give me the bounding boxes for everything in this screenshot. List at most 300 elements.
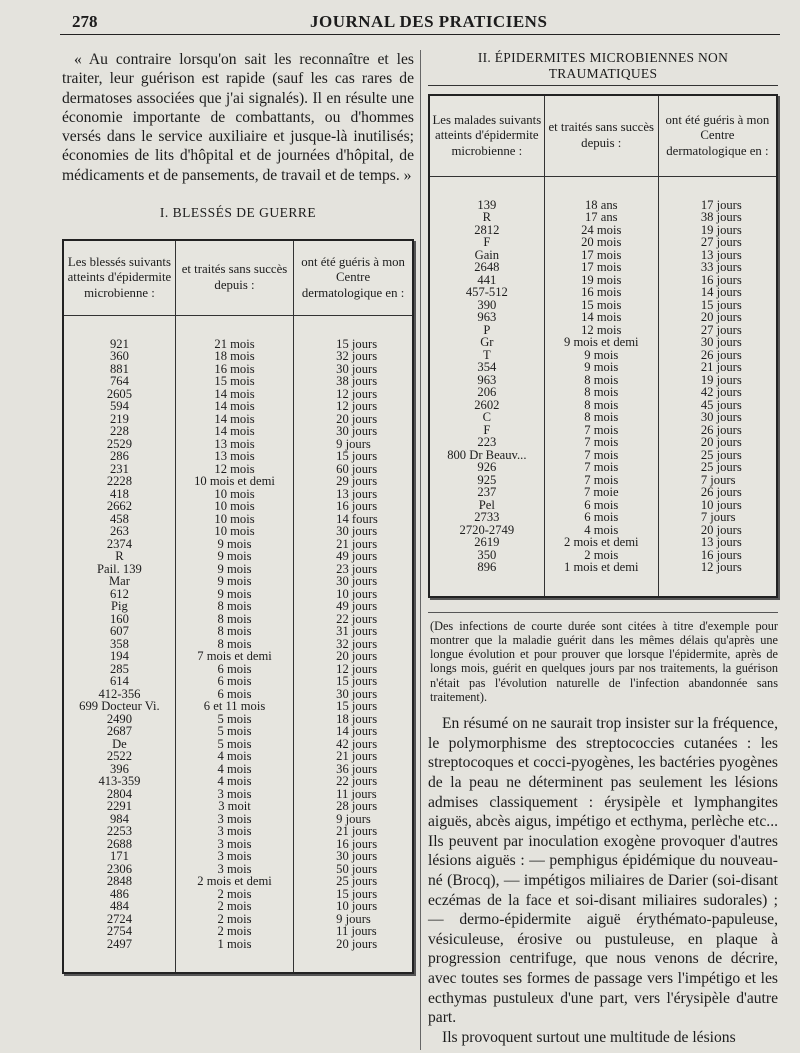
duration-cell: 3 mois — [175, 863, 293, 876]
healed-cell: 50 jours — [294, 863, 412, 876]
duration-cell: 8 mois — [544, 386, 658, 399]
healed-cell: 14 jours — [294, 725, 412, 738]
duration-cell: 8 mois — [544, 374, 658, 387]
page-number: 278 — [72, 12, 98, 31]
patient-cell: Pail. 139 — [97, 561, 142, 576]
healed-cell: 20 jours — [294, 650, 412, 663]
duration-cell: 3 mois — [175, 825, 293, 838]
duration-cell: 6 mois — [175, 688, 293, 701]
duration-cell: 10 mois — [175, 488, 293, 501]
patient-cell: 963 — [477, 310, 497, 324]
table-row — [64, 525, 412, 538]
duration-cell: 1 mois — [175, 938, 293, 951]
duration-cell: 7 mois — [544, 424, 658, 437]
patient-cell: Gain — [474, 247, 500, 262]
section-title-wounded: I. BLESSÉS DE GUERRE — [159, 205, 317, 221]
healed-cell: 18 jours — [294, 713, 412, 726]
patient-cell: 926 — [477, 460, 497, 474]
healed-cell: 42 jours — [294, 738, 412, 751]
healed-cell: 15 jours — [294, 450, 412, 463]
duration-cell: 10 mois — [175, 513, 293, 526]
patient-cell: 263 — [109, 524, 129, 539]
wounded-table-box — [62, 239, 414, 974]
healed-cell: 13 jours — [294, 488, 412, 501]
page-header — [60, 8, 780, 35]
patient-cell: 2602 — [474, 397, 500, 412]
patient-cell: 2522 — [106, 749, 133, 764]
table-row — [430, 461, 776, 474]
journal-title: JOURNAL DES PRATICIENS — [310, 12, 548, 31]
patient-cell: R — [115, 549, 124, 564]
patient-cell: Gr — [480, 335, 494, 349]
healed-cell: 11 jours — [294, 925, 412, 938]
patient-cell: 441 — [477, 272, 497, 287]
healed-cell: 32 jours — [294, 638, 412, 651]
duration-cell: 15 mois — [175, 375, 293, 388]
patient-cell: 2291 — [106, 799, 133, 814]
patient-cell: P — [483, 322, 491, 337]
healed-cell: 20 jours — [294, 938, 412, 951]
table-row — [430, 211, 776, 224]
healed-cell: 14 fours — [294, 513, 412, 526]
healed-cell: 21 jours — [294, 538, 412, 551]
healed-cell: 25 jours — [658, 449, 776, 462]
healed-cell: 21 jours — [294, 750, 412, 763]
patient-cell: 286 — [109, 449, 129, 464]
table-row — [430, 486, 776, 499]
patient-cell: 2754 — [106, 924, 133, 939]
table-row — [64, 575, 412, 588]
duration-cell: 2 mois et demi — [175, 875, 293, 888]
healed-cell: 38 jours — [658, 211, 776, 224]
healed-cell: 15 jours — [294, 338, 412, 351]
healed-cell: 15 jours — [294, 675, 412, 688]
patient-cell: 206 — [477, 385, 497, 399]
duration-cell: 14 mois — [175, 388, 293, 401]
patient-cell: 2848 — [106, 874, 133, 889]
healed-cell: 16 jours — [658, 274, 776, 287]
left-column — [62, 50, 414, 974]
patient-cell: 171 — [109, 849, 129, 864]
table-row — [64, 900, 412, 913]
healed-cell: 16 jours — [294, 838, 412, 851]
duration-cell: 18 mois — [175, 350, 293, 363]
table-row — [64, 350, 412, 363]
healed-cell: 21 jours — [294, 825, 412, 838]
patient-cell: 2306 — [106, 861, 133, 876]
summary-paragraph: En résumé on ne saurait trop insister sur la fréquence, le polymorphisme des streptococcies cutanées : les streptocoques et cocci-pyogènes, les bactéries pyogènes de la peau ne déterminent pas seulement les lésions admises classiquement : érysipèle et lymphangites aiguës, abcès aigus, impétigo et ecthyma, perlèche etc... Ils peuvent par inoculation exogène provoquer d'autres lésions aiguës : — pemphigus épidémique du nouveau-né (Brocq), — impétigos miliaires de Darier (soi-disant eczémas de la face et soi-disant miliaires sudorales) ; — dermo-épidermite aiguë érythémato-papuleuse, vésiculeuse, érosive ou pustuleuse, en plaque à progression centrifuge, que nous venons de décrire, avec toutes ses formes de passage vers l'impétigo et les ecthymas pustuleux d'une part, vers l'érysipèle d'autre part. — [428, 715, 778, 1027]
patient-cell: F — [483, 422, 491, 437]
table-row — [64, 750, 412, 763]
wounded-table — [64, 241, 412, 972]
table-row — [64, 725, 412, 738]
healed-cell: 32 jours — [294, 350, 412, 363]
patient-cell: 2648 — [474, 260, 500, 274]
healed-cell: 30 jours — [294, 850, 412, 863]
duration-cell: 10 mois et demi — [175, 475, 293, 488]
duration-cell: 4 mois — [175, 775, 293, 788]
table-row — [64, 450, 412, 463]
patient-cell: 2228 — [106, 474, 133, 489]
healed-cell: 45 jours — [658, 399, 776, 412]
duration-cell: 17 mois — [544, 261, 658, 274]
duration-cell: 12 mois — [175, 463, 293, 476]
patient-cell: 484 — [109, 899, 129, 914]
patient-cell: 699 Docteur Vi. — [79, 699, 160, 714]
duration-cell: 5 mois — [175, 738, 293, 751]
healed-cell: 49 jours — [294, 550, 412, 563]
non-traumatic-table — [430, 96, 776, 596]
healed-cell: 27 jours — [658, 236, 776, 249]
healed-cell: 20 jours — [658, 311, 776, 324]
patient-cell: Mar — [108, 574, 130, 589]
healed-cell: 42 jours — [658, 386, 776, 399]
duration-cell: 13 mois — [175, 438, 293, 451]
patient-cell: 139 — [477, 197, 497, 212]
duration-cell: 19 mois — [544, 274, 658, 287]
patient-cell: 2605 — [106, 386, 133, 401]
column-header: Les blessés suivants atteints d'épidermite microbienne : — [64, 241, 175, 315]
patient-cell: 160 — [109, 611, 129, 626]
patient-cell: 764 — [109, 374, 129, 389]
patient-cell: 612 — [109, 586, 129, 601]
patient-cell: 2720-2749 — [459, 522, 515, 537]
table-row — [64, 625, 412, 638]
healed-cell: 22 jours — [294, 613, 412, 626]
duration-cell: 14 mois — [175, 425, 293, 438]
patient-cell: 2688 — [106, 836, 133, 851]
duration-cell: 1 mois et demi — [544, 561, 658, 574]
healed-cell: 23 jours — [294, 563, 412, 576]
patient-cell: F — [483, 235, 491, 249]
duration-cell: 4 mois — [544, 524, 658, 537]
table-row — [430, 236, 776, 249]
duration-cell: 6 mois — [544, 511, 658, 524]
healed-cell: 16 jours — [294, 500, 412, 513]
patient-cell: 2724 — [106, 911, 133, 926]
healed-cell: 21 jours — [658, 361, 776, 374]
duration-cell: 8 mois — [544, 399, 658, 412]
duration-cell: 7 mois — [544, 449, 658, 462]
table-row — [430, 436, 776, 449]
duration-cell: 9 mois — [175, 588, 293, 601]
table-spacer — [64, 950, 412, 972]
patient-cell: 358 — [109, 636, 129, 651]
table-row — [430, 561, 776, 574]
closing-paragraph: Ils provoquent surtout une multitude de lésions — [442, 1028, 736, 1046]
table-row — [64, 850, 412, 863]
healed-cell: 17 jours — [658, 199, 776, 212]
healed-cell: 9 jours — [294, 813, 412, 826]
duration-cell: 14 mois — [175, 413, 293, 426]
duration-cell: 3 moit — [175, 800, 293, 813]
healed-cell: 15 jours — [658, 299, 776, 312]
duration-cell: 17 ans — [544, 211, 658, 224]
patient-cell: 2490 — [106, 711, 133, 726]
table-row — [430, 286, 776, 299]
non-traumatic-table-box — [428, 94, 778, 598]
duration-cell: 3 mois — [175, 850, 293, 863]
healed-cell: 38 jours — [294, 375, 412, 388]
patient-cell: 594 — [109, 399, 129, 414]
column-header: Les malades suivants atteints d'épidermite microbienne : — [430, 96, 544, 176]
healed-cell: 29 jours — [294, 475, 412, 488]
patient-cell: 231 — [109, 461, 129, 476]
table-row — [64, 425, 412, 438]
column-header: ont été guéris à mon Centre dermatologique en : — [294, 241, 412, 315]
healed-cell: 30 jours — [294, 363, 412, 376]
healed-cell: 30 jours — [294, 688, 412, 701]
table-row — [430, 511, 776, 524]
healed-cell: 28 jours — [294, 800, 412, 813]
duration-cell: 14 mois — [544, 311, 658, 324]
healed-cell: 15 jours — [294, 700, 412, 713]
table-row — [64, 675, 412, 688]
duration-cell: 24 mois — [544, 224, 658, 237]
column-header: et traités sans succès depuis : — [544, 96, 658, 176]
duration-cell: 2 mois — [175, 925, 293, 938]
table-row — [64, 875, 412, 888]
healed-cell: 30 jours — [294, 425, 412, 438]
patient-cell: 390 — [477, 297, 497, 312]
duration-cell: 3 mois — [175, 813, 293, 826]
column-header: et traités sans succès depuis : — [175, 241, 293, 315]
patient-cell: 223 — [477, 435, 497, 449]
duration-cell: 8 mois — [175, 625, 293, 638]
healed-cell: 30 jours — [294, 575, 412, 588]
healed-cell: 30 jours — [658, 336, 776, 349]
patient-cell: C — [482, 410, 492, 424]
healed-cell: 7 jours — [658, 511, 776, 524]
patient-cell: 2733 — [474, 510, 500, 524]
table-row — [430, 386, 776, 399]
duration-cell: 8 mois — [175, 638, 293, 651]
duration-cell: 9 mois — [544, 349, 658, 362]
patient-cell: 396 — [109, 761, 129, 776]
healed-cell: 9 jours — [294, 438, 412, 451]
patient-cell: 228 — [109, 424, 129, 439]
healed-cell: 30 jours — [658, 411, 776, 424]
patient-cell: 2804 — [106, 786, 133, 801]
patient-cell: 458 — [109, 511, 129, 526]
duration-cell: 15 mois — [544, 299, 658, 312]
duration-cell: 7 mois — [544, 461, 658, 474]
table-row — [64, 700, 412, 713]
healed-cell: 12 jours — [294, 388, 412, 401]
duration-cell: 6 mois — [175, 663, 293, 676]
duration-cell: 6 mois — [544, 499, 658, 512]
healed-cell: 25 jours — [658, 461, 776, 474]
duration-cell: 9 mois — [175, 550, 293, 563]
duration-cell: 20 mois — [544, 236, 658, 249]
table-row — [64, 375, 412, 388]
column-header: ont été guéris à mon Centre dermatologique en : — [658, 96, 776, 176]
healed-cell: 36 jours — [294, 763, 412, 776]
section-title-non-traumatic: II. ÉPIDERMITES MICROBIENNES NON TRAUMATIQUES — [428, 50, 778, 86]
patient-cell: 800 Dr Beauv... — [447, 447, 527, 462]
patient-cell: 2812 — [474, 222, 500, 237]
table-row — [64, 925, 412, 938]
right-column — [428, 50, 778, 1047]
duration-cell: 18 ans — [544, 199, 658, 212]
patient-cell: 963 — [477, 372, 497, 387]
healed-cell: 10 jours — [658, 499, 776, 512]
duration-cell: 8 mois — [544, 411, 658, 424]
duration-cell: 13 mois — [175, 450, 293, 463]
healed-cell: 22 jours — [294, 775, 412, 788]
table-row — [64, 775, 412, 788]
table-row — [430, 261, 776, 274]
healed-cell: 26 jours — [658, 349, 776, 362]
patient-cell: Pel — [478, 497, 495, 512]
healed-cell: 33 jours — [658, 261, 776, 274]
patient-cell: 418 — [109, 486, 129, 501]
table-row — [64, 400, 412, 413]
patient-cell: 2619 — [474, 535, 500, 549]
healed-cell: 19 jours — [658, 224, 776, 237]
duration-cell: 5 mois — [175, 713, 293, 726]
duration-cell: 3 mois — [175, 838, 293, 851]
healed-cell: 49 jours — [294, 600, 412, 613]
duration-cell: 12 mois — [544, 324, 658, 337]
intro-paragraph: « Au contraire lorsqu'on sait les reconnaître et les traiter, leur guérison est rapide (sauf les cas rares de dermatoses associées que j'ai signalés). Il en résulte une économie importante de combattants, ou d'hommes versés dans le service auxiliaire et jusque-là inutilisés; économies de lits d'hôpital et de journées d'hôpital, de médicaments et de pansements, de travail et de temps. » — [62, 51, 414, 184]
healed-cell: 7 jours — [658, 474, 776, 487]
duration-cell: 3 mois — [175, 788, 293, 801]
healed-cell: 30 jours — [294, 525, 412, 538]
duration-cell: 2 mois — [175, 888, 293, 901]
duration-cell: 9 mois et demi — [544, 336, 658, 349]
healed-cell: 20 jours — [658, 436, 776, 449]
patient-cell: 412-356 — [98, 686, 141, 701]
duration-cell: 8 mois — [175, 600, 293, 613]
table-row — [430, 311, 776, 324]
healed-cell: 13 jours — [658, 249, 776, 262]
healed-cell: 14 jours — [658, 286, 776, 299]
column-divider — [420, 50, 421, 1050]
patient-cell: 219 — [109, 411, 129, 426]
patient-cell: 237 — [477, 485, 497, 499]
duration-cell: 16 mois — [544, 286, 658, 299]
patient-cell: 486 — [109, 886, 129, 901]
duration-cell: 17 mois — [544, 249, 658, 262]
patient-cell: Pig — [111, 599, 128, 614]
healed-cell: 12 jours — [658, 561, 776, 574]
duration-cell: 9 mois — [175, 563, 293, 576]
healed-cell: 26 jours — [658, 486, 776, 499]
duration-cell: 10 mois — [175, 500, 293, 513]
healed-cell: 25 jours — [294, 875, 412, 888]
duration-cell: 9 mois — [175, 538, 293, 551]
duration-cell: 6 mois — [175, 675, 293, 688]
healed-cell: 9 jours — [294, 913, 412, 926]
duration-cell: 16 mois — [175, 363, 293, 376]
healed-cell: 10 jours — [294, 900, 412, 913]
table-row — [64, 938, 412, 951]
patient-cell: T — [482, 347, 491, 362]
table-row — [430, 336, 776, 349]
healed-cell: 26 jours — [658, 424, 776, 437]
healed-cell: 27 jours — [658, 324, 776, 337]
patient-cell: 413-359 — [98, 774, 141, 789]
table-row — [64, 800, 412, 813]
table-row — [64, 600, 412, 613]
patient-cell: 2497 — [106, 936, 133, 951]
patient-cell: 921 — [109, 336, 129, 351]
patient-cell: 614 — [109, 674, 129, 689]
duration-cell: 10 mois — [175, 525, 293, 538]
healed-cell: 12 jours — [294, 400, 412, 413]
patient-cell: 2374 — [106, 536, 133, 551]
healed-cell: 20 jours — [658, 524, 776, 537]
table-spacer — [430, 176, 776, 199]
table-spacer — [430, 574, 776, 596]
duration-cell: 2 mois — [544, 549, 658, 562]
patient-cell: R — [482, 210, 492, 224]
duration-cell: 2 mois — [175, 900, 293, 913]
duration-cell: 2 mois et demi — [544, 536, 658, 549]
duration-cell: 14 mois — [175, 400, 293, 413]
duration-cell: 9 mois — [544, 361, 658, 374]
healed-cell: 16 jours — [658, 549, 776, 562]
patient-cell: 607 — [109, 624, 129, 639]
duration-cell: 7 mois et demi — [175, 650, 293, 663]
healed-cell: 11 jours — [294, 788, 412, 801]
table-row — [64, 475, 412, 488]
duration-cell: 7 mois — [544, 474, 658, 487]
table-row — [64, 825, 412, 838]
duration-cell: 9 mois — [175, 575, 293, 588]
patient-cell: 984 — [109, 811, 129, 826]
duration-cell: 2 mois — [175, 913, 293, 926]
healed-cell: 60 jours — [294, 463, 412, 476]
duration-cell: 8 mois — [175, 613, 293, 626]
table-row — [64, 650, 412, 663]
duration-cell: 5 mois — [175, 725, 293, 738]
patient-cell: 354 — [477, 360, 497, 374]
patient-cell: 881 — [109, 361, 129, 376]
patient-cell: 2662 — [106, 499, 133, 514]
healed-cell: 13 jours — [658, 536, 776, 549]
duration-cell: 7 moie — [544, 486, 658, 499]
patient-cell: 896 — [477, 560, 497, 574]
healed-cell: 10 jours — [294, 588, 412, 601]
table-caption: (Des infections de courte durée sont citées à titre d'exemple pour montrer que la maladie guérit dans les mêmes délais qu'après une longue évolution et pour prouver que lorsque l'épidermite, après de longs mois, guérit en quelques jours par nos traitements, la guérison n'était pas l'évolution naturelle de l'infection abandonnée sans traitement). — [428, 612, 778, 705]
patient-cell: 457-512 — [465, 285, 508, 299]
healed-cell: 20 jours — [294, 413, 412, 426]
patient-cell: 2687 — [106, 724, 133, 739]
patient-cell: De — [112, 736, 127, 751]
duration-cell: 4 mois — [175, 763, 293, 776]
table-row — [430, 361, 776, 374]
patient-cell: 2253 — [106, 824, 133, 839]
table-row — [64, 500, 412, 513]
duration-cell: 6 et 11 mois — [175, 700, 293, 713]
patient-cell: 925 — [477, 472, 497, 487]
patient-cell: 350 — [477, 547, 497, 562]
patient-cell: 360 — [109, 349, 129, 364]
healed-cell: 15 jours — [294, 888, 412, 901]
duration-cell: 21 mois — [175, 338, 293, 351]
patient-cell: 194 — [109, 649, 129, 664]
patient-cell: 2529 — [106, 436, 133, 451]
table-row — [430, 536, 776, 549]
duration-cell: 7 mois — [544, 436, 658, 449]
healed-cell: 12 jours — [294, 663, 412, 676]
table-row — [64, 550, 412, 563]
duration-cell: 4 mois — [175, 750, 293, 763]
patient-cell: 285 — [109, 661, 129, 676]
healed-cell: 31 jours — [294, 625, 412, 638]
